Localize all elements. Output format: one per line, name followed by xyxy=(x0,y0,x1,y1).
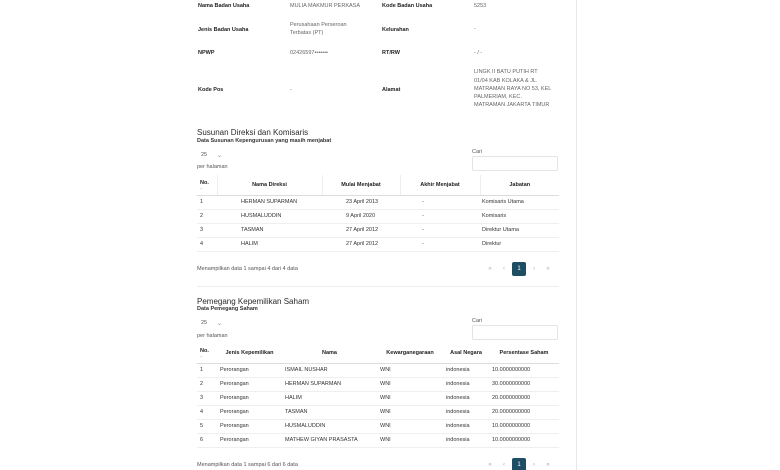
cell-jenis: Perorangan xyxy=(217,377,282,391)
right-panel-border xyxy=(576,0,577,470)
cell-nama: HERMAN SUPARMAN xyxy=(217,195,322,209)
cell-no: 1 xyxy=(197,195,217,209)
cell-persentase: 20.0000000000 xyxy=(489,405,559,419)
direksi-per-page-select[interactable] xyxy=(197,152,227,163)
kelurahan-value: - xyxy=(474,26,476,32)
cell-nama: HUSMALUDDIN xyxy=(282,419,377,433)
cell-no: 3 xyxy=(197,391,217,405)
cell-asal-negara: indonesia xyxy=(443,391,489,405)
saham-search-label: Cari xyxy=(472,318,483,324)
kode-pos-value: - xyxy=(290,87,292,93)
cell-akhir: - xyxy=(400,223,480,237)
saham-subtitle: Data Pemegang Saham xyxy=(197,306,258,312)
per-page-value: 25 xyxy=(201,320,208,326)
cell-akhir: - xyxy=(400,209,480,223)
last-page-button[interactable]: » xyxy=(546,462,550,468)
alamat-line: MATRAMAN RAYA NO 53, KEL xyxy=(474,86,552,92)
cell-asal-negara: indonesia xyxy=(443,433,489,447)
table-row xyxy=(197,363,559,377)
column-header[interactable]: Asal Negara xyxy=(443,343,489,363)
saham-search-input[interactable] xyxy=(472,325,558,340)
cell-persentase: 10.0000000000 xyxy=(489,363,559,377)
rtrw-value: - / - xyxy=(474,50,483,56)
next-page-button[interactable]: › xyxy=(533,462,535,468)
column-header[interactable]: Mulai Menjabat xyxy=(322,175,400,195)
cell-jenis: Perorangan xyxy=(217,419,282,433)
per-page-value: 25 xyxy=(201,152,208,158)
column-header[interactable]: Akhir Menjabat xyxy=(400,175,480,195)
cell-mulai: 9 April 2020 xyxy=(322,209,400,223)
direksi-footer-info: Menampilkan data 1 sampai 4 dari 4 data xyxy=(197,266,298,272)
cell-persentase: 10.0000000000 xyxy=(489,433,559,447)
jenis-badan-usaha-value-2: Terbatas (PT) xyxy=(290,30,324,36)
direksi-subtitle: Data Susunan Kepengurusan yang masih menjabat xyxy=(197,138,332,144)
kode-badan-usaha-value: 5253 xyxy=(474,3,487,9)
npwp-value: 02426597••••••• xyxy=(290,50,328,56)
cell-no: 6 xyxy=(197,433,217,447)
kode-badan-usaha-label: Kode Badan Usaha xyxy=(382,3,433,9)
cell-nama: HERMAN SUPARMAN xyxy=(282,377,377,391)
cell-mulai: 27 April 2012 xyxy=(322,237,400,251)
cell-kewarganegaraan: WNI xyxy=(377,377,443,391)
cell-jenis: Perorangan xyxy=(217,405,282,419)
cell-akhir: - xyxy=(400,237,480,251)
cell-persentase: 10.0000000000 xyxy=(489,419,559,433)
nama-badan-usaha-value: MULIA MAKMUR PERKASA xyxy=(290,3,360,9)
table-row xyxy=(197,195,559,209)
alamat-line: 01/04 KAB KOLAKA & JL. xyxy=(474,78,538,84)
saham-per-page-select[interactable] xyxy=(197,320,227,331)
cell-jabatan: Komisaris xyxy=(480,209,559,223)
npwp-label: NPWP xyxy=(198,50,215,56)
cell-mulai: 27 April 2012 xyxy=(322,223,400,237)
table-row xyxy=(197,223,559,237)
prev-page-button[interactable]: ‹ xyxy=(503,462,505,468)
table-row xyxy=(197,391,559,405)
cell-nama: ISMAIL NUSHAR xyxy=(282,363,377,377)
table-row xyxy=(197,405,559,419)
per-page-label: per halaman xyxy=(197,164,228,170)
cell-jabatan: Komisaris Utama xyxy=(480,195,559,209)
table-row xyxy=(197,419,559,433)
cell-no: 5 xyxy=(197,419,217,433)
alamat-label: Alamat xyxy=(382,87,401,93)
jenis-badan-usaha-value-1: Perusahaan Perseroan xyxy=(290,22,347,28)
saham-footer-info: Menampilkan data 1 sampai 6 dari 6 data xyxy=(197,462,298,468)
last-page-button[interactable]: » xyxy=(546,266,550,272)
table-header-row xyxy=(197,175,559,195)
column-header[interactable]: Nama Direksi xyxy=(217,175,322,195)
cell-no: 4 xyxy=(197,237,217,251)
cell-asal-negara: indonesia xyxy=(443,405,489,419)
column-header[interactable]: No. – xyxy=(197,343,217,363)
nama-badan-usaha-label: Nama Badan Usaha xyxy=(198,3,250,9)
first-page-button[interactable]: « xyxy=(488,462,492,468)
cell-nama: HALIM xyxy=(282,391,377,405)
sort-icon: – xyxy=(200,352,203,358)
kode-pos-label: Kode Pos xyxy=(198,87,224,93)
next-page-button[interactable]: › xyxy=(533,266,535,272)
saham-title: Pemegang Kepemilikan Saham xyxy=(197,297,310,306)
cell-no: 2 xyxy=(197,209,217,223)
chevron-down-icon: ⌄ xyxy=(217,321,223,327)
cell-kewarganegaraan: WNI xyxy=(377,363,443,377)
cell-nama: TASMAN xyxy=(217,223,322,237)
table-row xyxy=(197,209,559,223)
cell-kewarganegaraan: WNI xyxy=(377,419,443,433)
cell-no: 1 xyxy=(197,363,217,377)
cell-nama: HALIM xyxy=(217,237,322,251)
page-1-button[interactable]: 1 xyxy=(512,458,526,470)
cell-no: 3 xyxy=(197,223,217,237)
cell-mulai: 23 April 2013 xyxy=(322,195,400,209)
cell-jenis: Perorangan xyxy=(217,433,282,447)
alamat-line: PALMERIAM, KEC. xyxy=(474,94,522,100)
saham-table xyxy=(197,343,559,448)
cell-akhir: - xyxy=(400,195,480,209)
column-header[interactable]: Jabatan xyxy=(480,175,559,195)
rtrw-label: RT/RW xyxy=(382,50,400,56)
cell-kewarganegaraan: WNI xyxy=(377,391,443,405)
jenis-badan-usaha-label: Jenis Badan Usaha xyxy=(198,27,249,33)
alamat-line: MATRAMAN JAKARTA TIMUR xyxy=(474,102,550,108)
column-header[interactable]: No. – xyxy=(197,175,217,195)
cell-kewarganegaraan: WNI xyxy=(377,405,443,419)
cell-asal-negara: indonesia xyxy=(443,419,489,433)
column-header[interactable]: Persentase Saham xyxy=(489,343,559,363)
alamat-line: LINGK II BATU PUTIH RT xyxy=(474,69,538,75)
table-header-row xyxy=(197,343,559,363)
chevron-down-icon: ⌄ xyxy=(217,153,223,159)
column-header[interactable]: Kewarganegaraan xyxy=(377,343,443,363)
prev-page-button[interactable]: ‹ xyxy=(503,266,505,272)
cell-persentase: 20.0000000000 xyxy=(489,391,559,405)
table-row xyxy=(197,237,559,251)
page-1-button[interactable]: 1 xyxy=(512,262,526,276)
cell-kewarganegaraan: WNI xyxy=(377,433,443,447)
table-row xyxy=(197,433,559,447)
direksi-table xyxy=(197,175,559,252)
direksi-title: Susunan Direksi dan Komisaris xyxy=(197,128,309,137)
per-page-label: per halaman xyxy=(197,333,228,339)
column-header[interactable]: Jenis Kepemilikan xyxy=(217,343,282,363)
cell-no: 2 xyxy=(197,377,217,391)
sort-icon: – xyxy=(200,184,203,190)
kelurahan-label: Kelurahan xyxy=(382,27,409,33)
section-divider xyxy=(197,286,559,287)
cell-jabatan: Direktur Utama xyxy=(480,223,559,237)
direksi-search-label: Cari xyxy=(472,149,483,155)
table-row xyxy=(197,377,559,391)
cell-jenis: Perorangan xyxy=(217,363,282,377)
cell-nama: HUSMALUDDIN xyxy=(217,209,322,223)
cell-jenis: Perorangan xyxy=(217,391,282,405)
cell-asal-negara: indonesia xyxy=(443,377,489,391)
cell-no: 4 xyxy=(197,405,217,419)
cell-persentase: 30.0000000000 xyxy=(489,377,559,391)
column-header[interactable]: Nama xyxy=(282,343,377,363)
cell-asal-negara: indonesia xyxy=(443,363,489,377)
direksi-search-input[interactable] xyxy=(472,156,558,171)
cell-nama: TASMAN xyxy=(282,405,377,419)
first-page-button[interactable]: « xyxy=(488,266,492,272)
cell-nama: MATHEW GIYAN PRASASTA xyxy=(282,433,377,447)
cell-jabatan: Direktur xyxy=(480,237,559,251)
